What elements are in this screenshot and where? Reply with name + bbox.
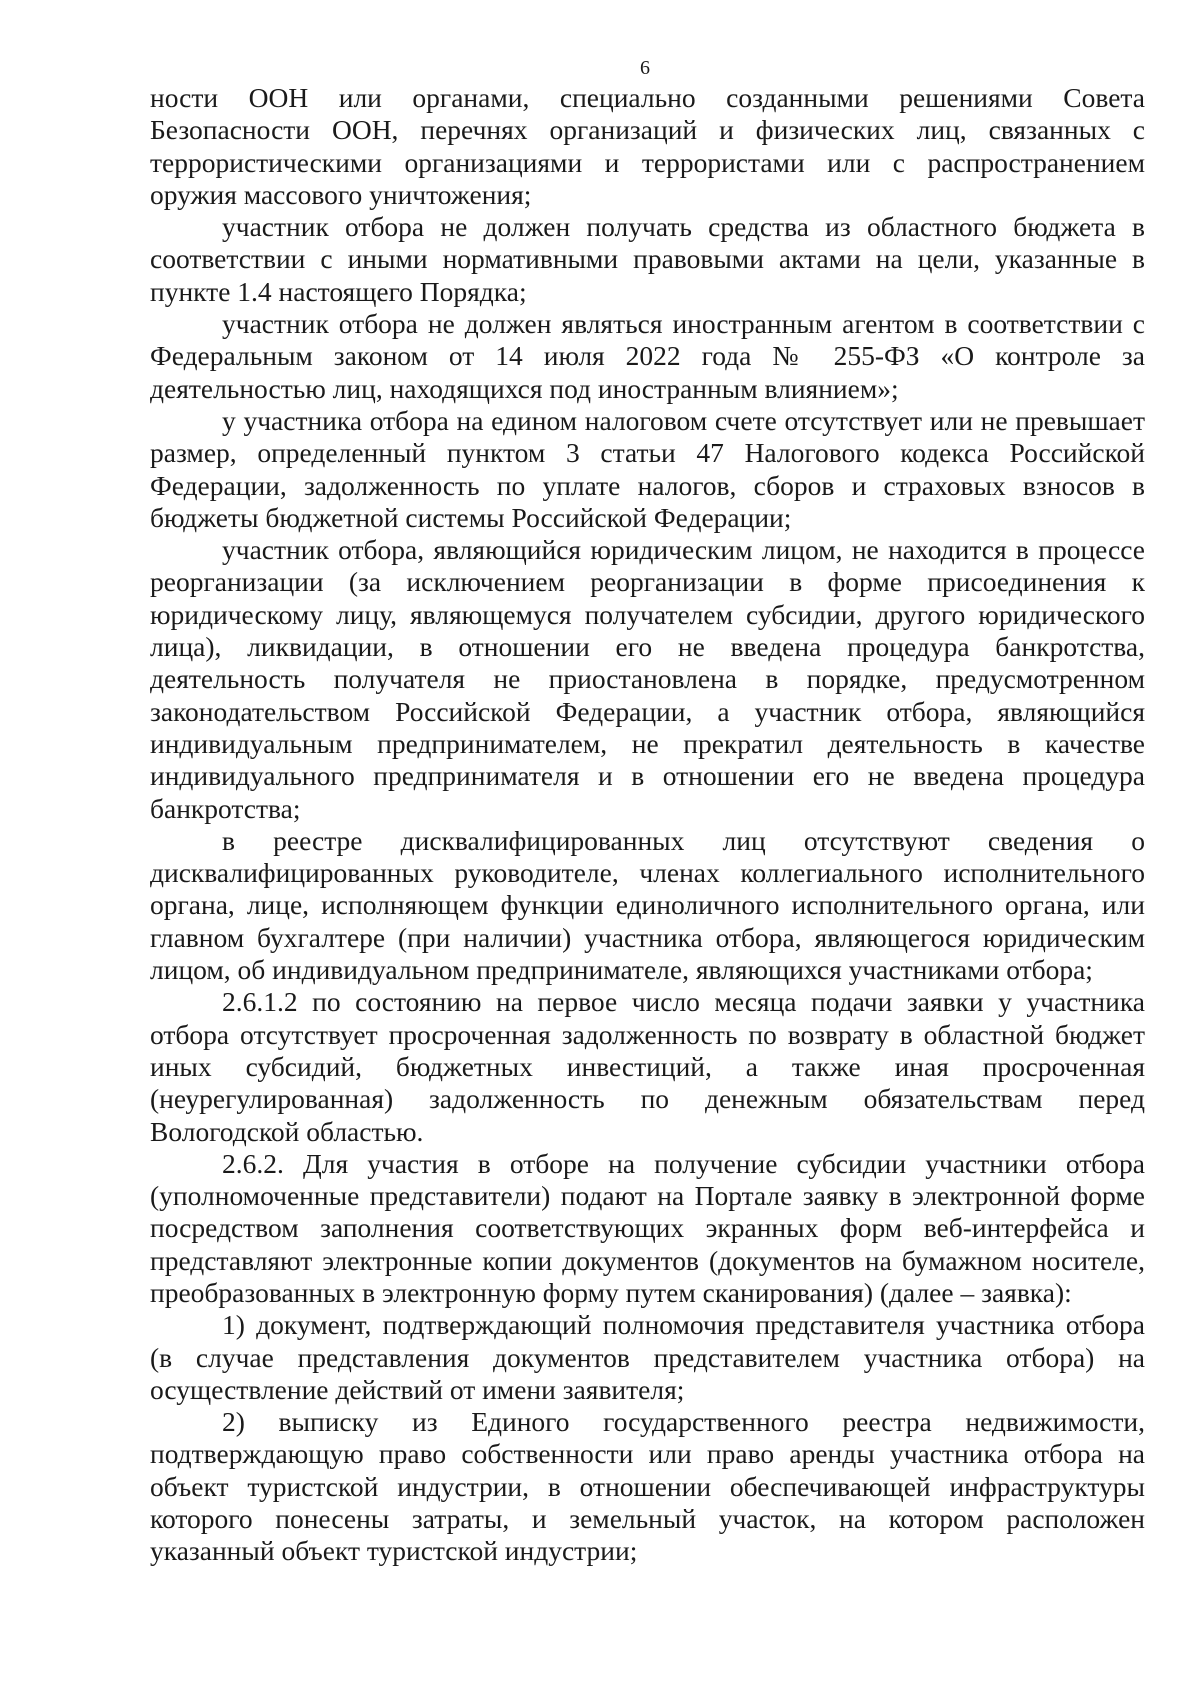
paragraph-2-6-2-application: 2.6.2. Для участия в отборе на получение субсидии участники отбора (уполномоченные представители) подают на Портале заявку в электронной форме посредством заполнения соответствующих экранных форм веб-интерфейса и представляют электронные копии документов (документов на бумажном носителе, преобразованных в электронную форму путем сканирования) (далее – заявка):	[150, 1147, 1145, 1308]
paragraph-not-foreign-agent: участник отбора не должен являться иностранным агентом в соответствии с Федеральным законом от 14 июля 2022 года № 255-ФЗ «О контроле за деятельностью лиц, находящихся под иностранным влиянием»;	[150, 308, 1145, 404]
page-number: 6	[640, 57, 650, 79]
list-item-1-authority-document: 1) документ, подтверждающий полномочия представителя участника отбора (в случае представления документов представителем участника отбора) на осуществление действий от имени заявителя;	[150, 1309, 1145, 1405]
paragraph-no-other-budget-funds: участник отбора не должен получать средства из областного бюджета в соответствии с иными нормативными правовыми актами на цели, указанные в пункте 1.4 настоящего Порядка;	[150, 211, 1145, 307]
paragraph-2-6-1-2-overdue-debt: 2.6.1.2 по состоянию на первое число месяца подачи заявки у участника отбора отсутствует просроченная задолженность по возврату в областной бюджет иных субсидий, бюджетных инвестиций, а также иная просроченная (неурегулированная) задолженность по денежным обязательствам перед Вологодской областью.	[150, 986, 1145, 1147]
list-item-2-real-estate-extract: 2) выписку из Единого государственного реестра недвижимости, подтверждающую право собственности или право аренды участника отбора на объект туристской индустрии, в отношении обеспечивающей инфраструктуры которого понесены затраты, и земельный участок, на котором расположен указанный объект туристской индустрии;	[150, 1406, 1145, 1567]
paragraph-tax-debt: у участника отбора на едином налоговом счете отсутствует или не превышает размер, определенный пунктом 3 статьи 47 Налогового кодекса Российской Федерации, задолженность по уплате налогов, сборов и страховых взносов в бюджеты бюджетной системы Российской Федерации;	[150, 404, 1145, 533]
document-body	[150, 82, 1145, 1568]
paragraph-reorganization-bankruptcy: участник отбора, являющийся юридическим лицом, не находится в процессе реорганизации (за исключением реорганизации в форме присоединения к юридическому лицу, являющемуся получателем субсидии, другого юридического лица), ликвидации, в отношении его не введена процедура банкротства, деятельность получателя не приостановлена в порядке, предусмотренном законодательством Российской Федерации, а участник отбора, являющийся индивидуальным предпринимателем, не прекратил деятельность в качестве индивидуального предпринимателя и в отношении его не введена процедура банкротства;	[150, 534, 1145, 824]
paragraph-disqualified-persons: в реестре дисквалифицированных лиц отсутствуют сведения о дисквалифицированных руководителе, членах коллегиального исполнительного органа, лице, исполняющем функции единоличного исполнительного органа, или главном бухгалтере (при наличии) участника отбора, являющегося юридическим лицом, об индивидуальном предпринимателе, являющихся участниками отбора;	[150, 824, 1145, 986]
paragraph-un-lists-continuation: ности ООН или органами, специально созданными решениями Совета Безопасности ООН, перечнях организаций и физических лиц, связанных с террористическими организациями и террористами или с распространением оружия массового уничтожения;	[150, 82, 1145, 210]
